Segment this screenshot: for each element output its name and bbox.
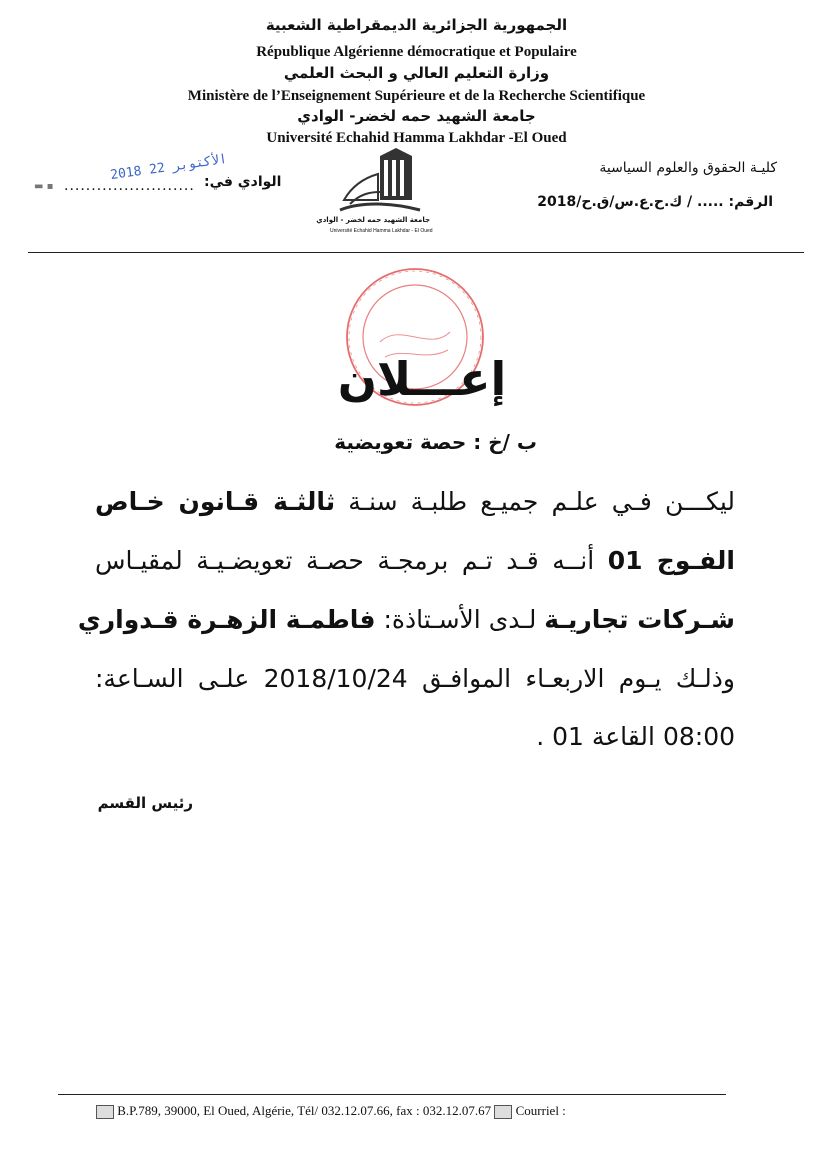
body-emphasis: شـركات تجاريـة <box>544 605 735 634</box>
body-line-5: 08:00 القاعة 01 . <box>536 722 735 751</box>
republic-ar: الجمهورية الجزائرية الديمقراطية الشعبية <box>265 16 568 34</box>
ministry-ar: وزارة التعليم العالي و البحث العلمي <box>283 64 550 82</box>
body-text: أنــه قـد تـم برمجـة حصـة تعويضـيـة لمقيـاس <box>95 546 608 575</box>
header-divider <box>28 252 804 253</box>
announcement-title: إعـــلان <box>337 352 507 406</box>
body-line-2 <box>95 546 735 575</box>
body-line-4: وذلـك يـوم الاربعـاء الموافـق 2018/10/24 علـى السـاعة: <box>95 664 735 693</box>
reference-number: الرقم: ..... / ك.ح.ع.س/ق.ح/2018 <box>537 194 773 210</box>
address-text: B.P.789, 39000, El Oued, Algérie, Tél/ 032.12.07.66, fax : 032.12.07.67 <box>117 1103 492 1118</box>
logo-caption-ar: جامعة الشهيد حمه لخضر - الوادي <box>316 216 430 224</box>
faculty-name: كليـة الحقوق والعلوم السياسية <box>599 160 777 176</box>
email-label: Courriel : <box>515 1103 566 1118</box>
place-date-dots: ........................ <box>64 178 195 194</box>
body-emphasis: ثالثـة قـانون خـاص <box>95 487 336 516</box>
body-line-1 <box>95 487 735 516</box>
phone-icon <box>96 1105 114 1119</box>
punch-mark: ▬ ▪ <box>34 181 54 192</box>
signature-title: رئيس القسم <box>97 794 193 812</box>
body-emphasis: الفـوج 01 <box>607 546 735 575</box>
body-line-3 <box>77 605 735 634</box>
email-icon <box>494 1105 512 1119</box>
university-logo-icon <box>330 148 430 218</box>
body-text: لـدى الأسـتاذة: <box>375 605 545 634</box>
body-text: ليكـــن فـي علـم جميـع طلبـة سنـة <box>335 487 735 516</box>
university-ar: جامعة الشهيد حمه لخضر- الوادي <box>297 107 536 125</box>
body-emphasis: فاطمـة الزهـرة قـدواري <box>77 605 376 634</box>
ministry-fr: Ministère de l’Enseignement Supérieure et de la Recherche Scientifique <box>187 88 646 104</box>
date-stamp: 2018 الأكتوبر 22 <box>109 151 228 184</box>
footer-divider <box>58 1094 726 1095</box>
footer-address <box>96 1103 566 1119</box>
logo-caption-fr: Université Echahid Hamma Lakhdar - El Oued <box>330 228 433 234</box>
subject-line: ب /خ : حصة تعويضية <box>334 430 537 454</box>
republic-fr: République Algérienne démocratique et Populaire <box>256 44 577 60</box>
place-date-label: الوادي في: <box>204 174 282 190</box>
university-fr: Université Echahid Hamma Lakhdar -El Oued <box>266 130 567 146</box>
university-logo <box>316 148 433 240</box>
